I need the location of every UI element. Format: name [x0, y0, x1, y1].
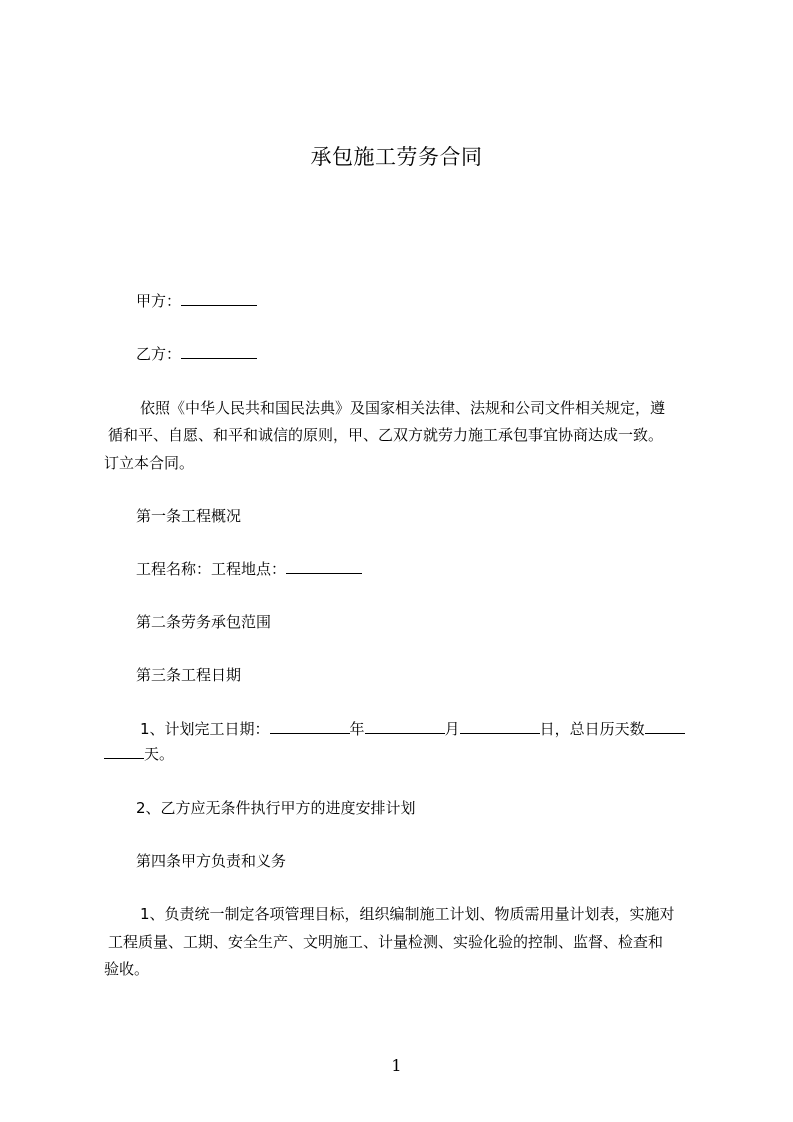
- duty-1-line-3: 验收。: [104, 960, 150, 978]
- total-days-blank-end: [104, 744, 144, 759]
- party-a-label: 甲方：: [136, 292, 182, 310]
- party-a-blank: [181, 291, 257, 306]
- completion-date-line-2: [104, 744, 174, 764]
- project-location-blank: [286, 559, 362, 574]
- preamble-line-1: 依照《中华人民共和国民法典》及国家相关法律、法规和公司文件相关规定，遵: [140, 399, 666, 417]
- document-title: 承包施工劳务合同: [310, 145, 483, 169]
- month-label: 月: [444, 720, 460, 738]
- day-total-label: 日，总日历天数: [539, 720, 645, 738]
- completion-date-line: [140, 719, 685, 739]
- project-info-line: [136, 559, 362, 579]
- party-a-line: [136, 291, 257, 311]
- day-blank: [460, 719, 540, 734]
- article-4-heading: 第四条甲方负责和义务: [136, 852, 287, 870]
- month-blank: [365, 719, 445, 734]
- year-label: 年: [349, 720, 365, 738]
- article-2-heading: 第二条劳务承包范围: [136, 613, 272, 631]
- party-b-label: 乙方：: [136, 345, 182, 363]
- article-1-heading: 第一条工程概况: [136, 507, 242, 525]
- days-label: 天。: [144, 745, 175, 763]
- preamble-line-3: 订立本合同。: [104, 454, 195, 472]
- party-b-blank: [181, 344, 257, 359]
- party-b-line: [136, 344, 257, 364]
- page-number: 1: [391, 1056, 402, 1075]
- preamble-line-2: 循和平、自愿、和平和诚信的原则，甲、乙双方就劳力施工承包事宜协商达成一致。: [108, 426, 664, 444]
- project-info-label: 工程名称：工程地点：: [136, 560, 287, 578]
- schedule-item: 2、乙方应无条件执行甲方的进度安排计划: [136, 799, 416, 817]
- year-blank: [270, 719, 350, 734]
- completion-date-prefix: 1、计划完工日期：: [140, 720, 270, 738]
- duty-1-line-2: 工程质量、工期、安全生产、文明施工、计量检测、实验化验的控制、监督、检查和: [108, 933, 664, 951]
- total-days-blank-start: [645, 719, 685, 734]
- article-3-heading: 第三条工程日期: [136, 666, 242, 684]
- duty-1-line-1: 1、负责统一制定各项管理目标，组织编制施工计划、物质需用量计划表，实施对: [140, 905, 675, 923]
